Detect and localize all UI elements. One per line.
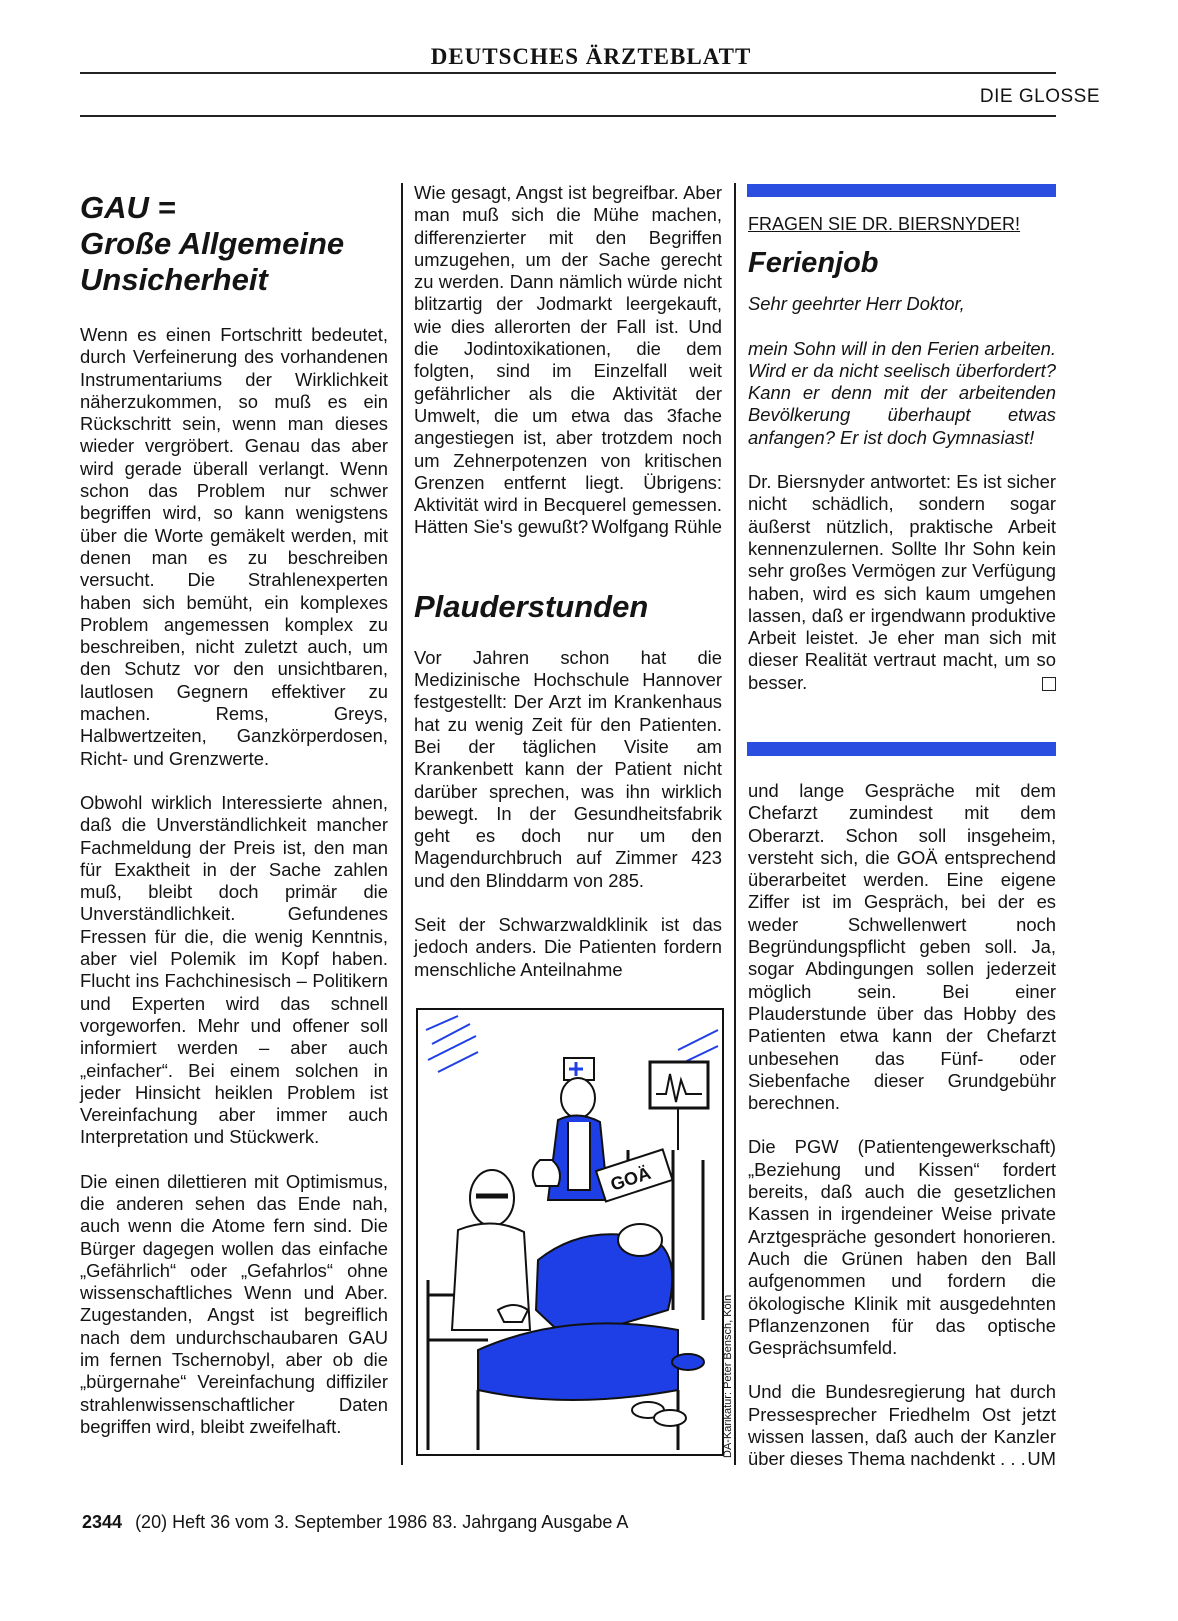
article-plauder-paragraph-2: Seit der Schwarzwaldklinik ist das jedoch anders. Die Patienten fordern menschliche Anteilnahme bbox=[414, 914, 722, 980]
article-gau-col1 bbox=[80, 190, 388, 1460]
article-gau-paragraph-1: Wenn es einen Fortschritt bedeutet, durch Verfeinerung des vorhandenen Instrumentariums der Wirklichkeit näherzukommen, so muß es ein Rückschritt sein, wenn man dieses wieder vergröbert. Genau das aber wird gerade überall verlangt. Wenn schon das Problem nur schwer begriffen wird, so kann wenigstens über die Worte gemäkelt werden, mit denen man es zu beschreiben versucht. Die Strahlenexperten haben sich bemüht, ein komplexes Problem angemessen komplex zu beschreiben, nicht zuletzt auch, um den Schutz vor den unsichtbaren, lautlosen Gegnern effektiver zu machen. Rems, Greys, Halbwertzeiten, Ganzkörperdosen, Richt- und Grenzwerte. bbox=[80, 324, 388, 769]
article-plauder-paragraph-5: Und die Bundesregierung hat durch Pressesprecher Friedhelm Ost jetzt wissen lassen, daß auch der Kanzler über dieses Thema nachdenkt . . . UM bbox=[748, 1381, 1056, 1470]
article-gau-title-3: Unsicherheit bbox=[80, 262, 268, 297]
header-rule-top bbox=[80, 72, 1056, 74]
biersnyder-bottom-bar bbox=[747, 742, 1056, 756]
article-plauder-paragraph-4: Die PGW (Patientengewerkschaft) „Beziehung und Kissen“ fordert bereits, daß auch die gesetzlichen Kassen in irgendeiner Weise private Arztgespräche gesondert honorieren. Auch die Grünen haben den Ball aufgenommen und fordern die ökologische Klinik mit ausgedehnten Pflanzenzonen für das optische Gesprächsumfeld. bbox=[748, 1136, 1056, 1359]
cartoon bbox=[416, 1008, 724, 1456]
section-label: DIE GLOSSE bbox=[979, 86, 1100, 107]
cartoon-illustration bbox=[418, 1010, 722, 1454]
article-plauder-title: Plauderstunden bbox=[414, 588, 649, 624]
article-gau-paragraph-4: Wie gesagt, Angst ist begreifbar. Aber man muß sich die Mühe machen, differenzierter mit den Begriffen umzugehen, um der Sache gerecht zu werden. Dann nämlich würde nicht blitzartig der Jodmarkt leergekauft, wie dies allerorten der Fall ist. Und die Jodintoxikationen, die dem folgten, sind im Einzelfall weit gefährlicher als die Aktivität der Umwelt, die um etwa das 3fache angestiegen ist, aber trotzdem noch um Zehnerpotenzen von kritischen Grenzen entfernt liegt. Übrigens: Aktivität wird in Becquerel gemessen. Hätten Sie's gewußt? Wolfgang Rühle bbox=[414, 182, 722, 538]
article-gau-author: Wolfgang Rühle bbox=[591, 516, 722, 538]
biersnyder-answer: Dr. Biersnyder antwortet: Es ist sicher nicht schädlich, sondern sogar äußerst nützlich, praktische Arbeit kennenzulernen. Sollte Ihr Sohn kein sehr großes Vermögen zur Verfügung haben, wird es sich kaum umgehen lassen, daß er irgendwann produktive Arbeit leistet. Je eher man sich mit dieser Realität vertraut macht, um so besser. bbox=[748, 471, 1056, 693]
article-col2 bbox=[414, 182, 722, 1003]
column-divider-right bbox=[734, 183, 736, 1465]
article-plauder-paragraph-3: und lange Gespräche mit dem Chefarzt zumindest mit dem Oberarzt. Schon soll insgeheim, versteht sich, die GOÄ entsprechend überarbeitet werden. Eine eigene Ziffer ist im Gespräch, bei der es weder Schwellenwert noch Begründungspflicht geben soll. Ja, sogar Abdingungen sollen jederzeit möglich sein. Bei einer Plauderstunde über das Hobby des Patienten etwa kann der Chefarzt unbesehen das Fünf- oder Siebenfache dieser Grundgebühr berechnen. bbox=[748, 780, 1056, 1114]
article-plauder-paragraph-1: Vor Jahren schon hat die Medizinische Hochschule Hannover festgestellt: Der Arzt im Krankenhaus hat zu wenig Zeit für den Patienten. Bei der täglichen Visite am Krankenbett kann der Patient nicht darüber sprechen, was ihn wirklich bewegt. In der Gesundheitsfabrik geht es doch nur um den Magendurchbruch auf Zimmer 423 und den Blinddarm von 285. bbox=[414, 646, 722, 891]
issue-info: (20) Heft 36 vom 3. September 1986 83. Jahrgang Ausgabe A bbox=[135, 1512, 629, 1532]
article-plauder-author: UM bbox=[1027, 1448, 1056, 1470]
biersnyder-letter: mein Sohn will in den Ferien arbeiten. Wird er da nicht seelisch überfordert? Kann er denn mit der arbeitenden Bevölkerung überhaupt etwas anfangen? Er ist doch Gymnasiast! bbox=[748, 337, 1056, 448]
biersnyder-kicker: FRAGEN SIE DR. BIERSNYDER! bbox=[748, 214, 1021, 234]
article-biersnyder bbox=[748, 213, 1056, 716]
header-rule-bottom bbox=[80, 115, 1056, 117]
biersnyder-title: Ferienjob bbox=[748, 247, 879, 280]
article-gau-paragraph-3: Die einen dilettieren mit Optimismus, die anderen sehen das Ende nah, auch wenn die Atome fern sind. Die Bürger dagegen wollen das einfache „Gefährlich“ oder „Gefahrlos“ ohne wissenschaftliches Wenn und Aber. Zugestanden, Angst ist begreiflich nach dem undurchschaubaren GAU im fernen Tschernobyl, aber ob die „bürgernahe“ Vereinfachung diffiziler strahlenwissenschaftlicher Daten begriffen wird, bleibt zweifelhaft. bbox=[80, 1170, 388, 1437]
biersnyder-salutation: Sehr geehrter Herr Doktor, bbox=[748, 293, 965, 315]
masthead: DEUTSCHES ÄRZTEBLATT bbox=[430, 44, 752, 69]
cartoon-sign-text: GOÄ bbox=[608, 1162, 654, 1195]
cartoon-credit: DA-Karikatur: Peter Bensch, Köln bbox=[722, 1294, 734, 1458]
article-gau-paragraph-2: Obwohl wirklich Interessierte ahnen, daß die Unverständlichkeit mancher Fachmeldung der Preis ist, den man für Exaktheit in der Sache zahlen muß, bleibt doch primär die Unverständlichkeit. Gefundenes Fressen für die, die wenig Kenntnis, aber viel Polemik im Kopf haben. Flucht ins Fachchinesisch – Politikern und Experten wird das schnell vorgeworfen. Mehr und offener soll informiert werden – aber auch „einfacher“. Bei einem solchen in jeder Hinsicht heiklen Problem ist Vereinfachung aber immer auch Interpretation und Stückwerk. bbox=[80, 791, 388, 1148]
column-divider-left bbox=[401, 183, 403, 1465]
page-number: 2344 bbox=[82, 1512, 123, 1532]
end-box-icon bbox=[1042, 677, 1056, 691]
footer bbox=[82, 1512, 628, 1533]
article-plauder-col3 bbox=[748, 780, 1056, 1493]
article-gau-title-1: GAU = bbox=[80, 190, 176, 225]
article-gau-title-2: Große Allgemeine bbox=[80, 226, 345, 261]
biersnyder-top-bar bbox=[747, 184, 1056, 197]
